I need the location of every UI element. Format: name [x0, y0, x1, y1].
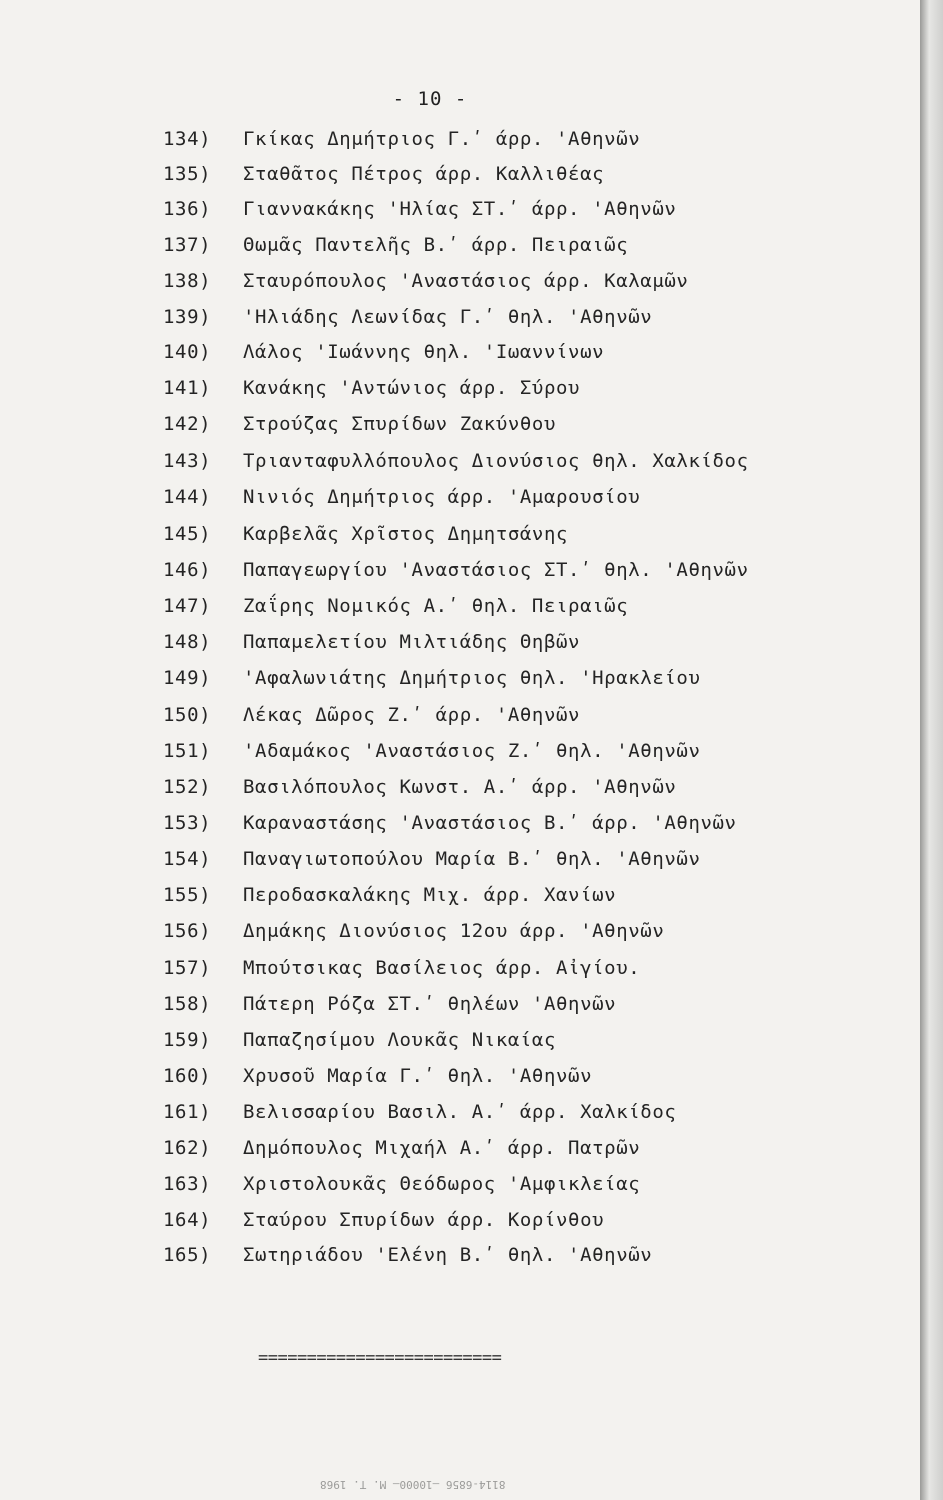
entry-text: Κανάκης 'Αντώνιος άρρ. Σύρου	[243, 377, 581, 399]
entry-number: 140)	[163, 341, 212, 363]
list-item	[163, 595, 628, 617]
list-item	[163, 776, 676, 798]
list-item	[163, 957, 640, 979]
entry-text: Σταυρόπουλος 'Αναστάσιος άρρ. Καλαμῶν	[243, 270, 689, 292]
list-item	[163, 486, 640, 508]
entry-number: 158)	[163, 993, 212, 1015]
list-item	[163, 704, 580, 726]
list-item	[163, 993, 616, 1015]
list-item	[163, 848, 700, 870]
entry-text: Λέκας Δῶρος Ζ.ʹ άρρ. 'Αθηνῶν	[243, 704, 581, 726]
entry-text: Χρυσοῦ Μαρία Γ.ʹ θηλ. 'Αθηνῶν	[243, 1065, 593, 1087]
entry-number: 159)	[163, 1029, 212, 1051]
entry-number: 135)	[163, 163, 212, 185]
list-item	[163, 920, 664, 942]
list-item	[163, 1244, 652, 1266]
list-item	[163, 884, 616, 906]
page-number: - 10 -	[392, 88, 468, 110]
entry-number: 143)	[163, 450, 212, 472]
entry-number: 154)	[163, 848, 212, 870]
list-item	[163, 413, 556, 435]
entry-number: 147)	[163, 595, 212, 617]
entry-number: 136)	[163, 198, 212, 220]
entry-text: Καρβελᾶς Χρῖστος Δημητσάνης	[243, 523, 569, 545]
list-item	[163, 1137, 640, 1159]
list-item	[163, 1101, 676, 1123]
page-binding-edge	[920, 0, 943, 1500]
entry-text: Σωτηριάδου 'Ελένη Β.ʹ θηλ. 'Αθηνῶν	[243, 1244, 653, 1266]
entry-text: Περοδασκαλάκης Μιχ. άρρ. Χανίων	[243, 884, 617, 906]
list-item	[163, 523, 568, 545]
entry-text: Στρούζας Σπυρίδων Ζακύνθου	[243, 413, 557, 435]
separator-line: =========================	[258, 1348, 502, 1368]
entry-text: 'Αδαμάκος 'Αναστάσιος Ζ.ʹ θηλ. 'Αθηνῶν	[243, 740, 701, 762]
entry-number: 146)	[163, 559, 212, 581]
entry-number: 152)	[163, 776, 212, 798]
entry-text: Παπαγεωργίου 'Αναστάσιος ΣΤ.ʹ θηλ. 'Αθηνῶν	[243, 559, 749, 581]
entry-text: Δημάκης Διονύσιος 12ου άρρ. 'Αθηνῶν	[243, 920, 665, 942]
entry-number: 148)	[163, 631, 212, 653]
entry-number: 164)	[163, 1209, 212, 1231]
list-item	[163, 341, 604, 363]
entry-number: 161)	[163, 1101, 212, 1123]
entry-text: 'Αφαλωνιάτης Δημήτριος θηλ. 'Ηρακλείου	[243, 667, 701, 689]
list-item	[163, 559, 749, 581]
entry-text: Βασιλόπουλος Κωνστ. Α.ʹ άρρ. 'Αθηνῶν	[243, 776, 677, 798]
entry-text: Τριανταφυλλόπουλος Διονύσιος θηλ. Χαλκίδος	[243, 450, 749, 472]
list-item	[163, 1065, 592, 1087]
entry-number: 134)	[163, 128, 212, 150]
entry-number: 156)	[163, 920, 212, 942]
list-item	[163, 450, 749, 472]
entry-number: 150)	[163, 704, 212, 726]
entry-text: Μπούτσικας Βασίλειος άρρ. Αἰγίου.	[243, 957, 641, 979]
entry-number: 145)	[163, 523, 212, 545]
list-item	[163, 377, 580, 399]
list-item	[163, 631, 580, 653]
entry-text: Καραναστάσης 'Αναστάσιος Β.ʹ άρρ. 'Αθηνῶν	[243, 812, 737, 834]
entry-text: Λάλος 'Ιωάννης θηλ. 'Ιωαννίνων	[243, 341, 605, 363]
list-item	[163, 740, 700, 762]
entry-text: Χριστολουκᾶς Θεόδωρος 'Αμφικλείας	[243, 1173, 641, 1195]
entry-number: 155)	[163, 884, 212, 906]
entry-text: Γιαννακάκης 'Ηλίας ΣΤ.ʹ άρρ. 'Αθηνῶν	[243, 198, 677, 220]
list-item	[163, 1173, 640, 1195]
entry-number: 163)	[163, 1173, 212, 1195]
entry-text: Βελισσαρίου Βασιλ. Α.ʹ άρρ. Χαλκίδος	[243, 1101, 677, 1123]
entry-text: Γκίκας Δημήτριος Γ.ʹ άρρ. 'Αθηνῶν	[243, 128, 641, 150]
entry-text: Δημόπουλος Μιχαήλ Α.ʹ άρρ. Πατρῶν	[243, 1137, 641, 1159]
footer-print-stamp: 8114-6856 —10000— Μ. Τ. 1968	[320, 1478, 506, 1491]
entry-number: 137)	[163, 234, 212, 256]
entry-text: Παπαζησίμου Λουκᾶς Νικαίας	[243, 1029, 557, 1051]
list-item	[163, 306, 652, 328]
entry-number: 160)	[163, 1065, 212, 1087]
list-item	[163, 812, 737, 834]
list-item	[163, 1209, 604, 1231]
entry-text: Πάτερη Ρόζα ΣΤ.ʹ θηλέων 'Αθηνῶν	[243, 993, 617, 1015]
entry-number: 142)	[163, 413, 212, 435]
entry-text: Σταθᾶτος Πέτρος άρρ. Καλλιθέας	[243, 163, 605, 185]
list-item	[163, 667, 700, 689]
entry-number: 151)	[163, 740, 212, 762]
list-item	[163, 234, 628, 256]
entry-number: 165)	[163, 1244, 212, 1266]
list-item	[163, 270, 688, 292]
entry-number: 144)	[163, 486, 212, 508]
list-item	[163, 1029, 556, 1051]
entry-number: 162)	[163, 1137, 212, 1159]
entry-text: Παναγιωτοπούλου Μαρία Β.ʹ θηλ. 'Αθηνῶν	[243, 848, 701, 870]
entry-text: Θωμᾶς Παντελῆς Β.ʹ άρρ. Πειραιῶς	[243, 234, 629, 256]
entry-number: 141)	[163, 377, 212, 399]
entry-text: Σταύρου Σπυρίδων άρρ. Κορίνθου	[243, 1209, 605, 1231]
entry-number: 139)	[163, 306, 212, 328]
entry-text: Παπαμελετίου Μιλτιάδης Θηβῶν	[243, 631, 581, 653]
list-item	[163, 128, 640, 150]
entry-text: Ζαΐρης Νομικός Α.ʹ θηλ. Πειραιῶς	[243, 595, 629, 617]
entry-number: 138)	[163, 270, 212, 292]
entry-number: 153)	[163, 812, 212, 834]
entry-text: Νινιός Δημήτριος άρρ. 'Αμαρουσίου	[243, 486, 641, 508]
list-item	[163, 198, 676, 220]
entry-number: 149)	[163, 667, 212, 689]
list-item	[163, 163, 604, 185]
entry-text: 'Ηλιάδης Λεωνίδας Γ.ʹ θηλ. 'Αθηνῶν	[243, 306, 653, 328]
entry-number: 157)	[163, 957, 212, 979]
